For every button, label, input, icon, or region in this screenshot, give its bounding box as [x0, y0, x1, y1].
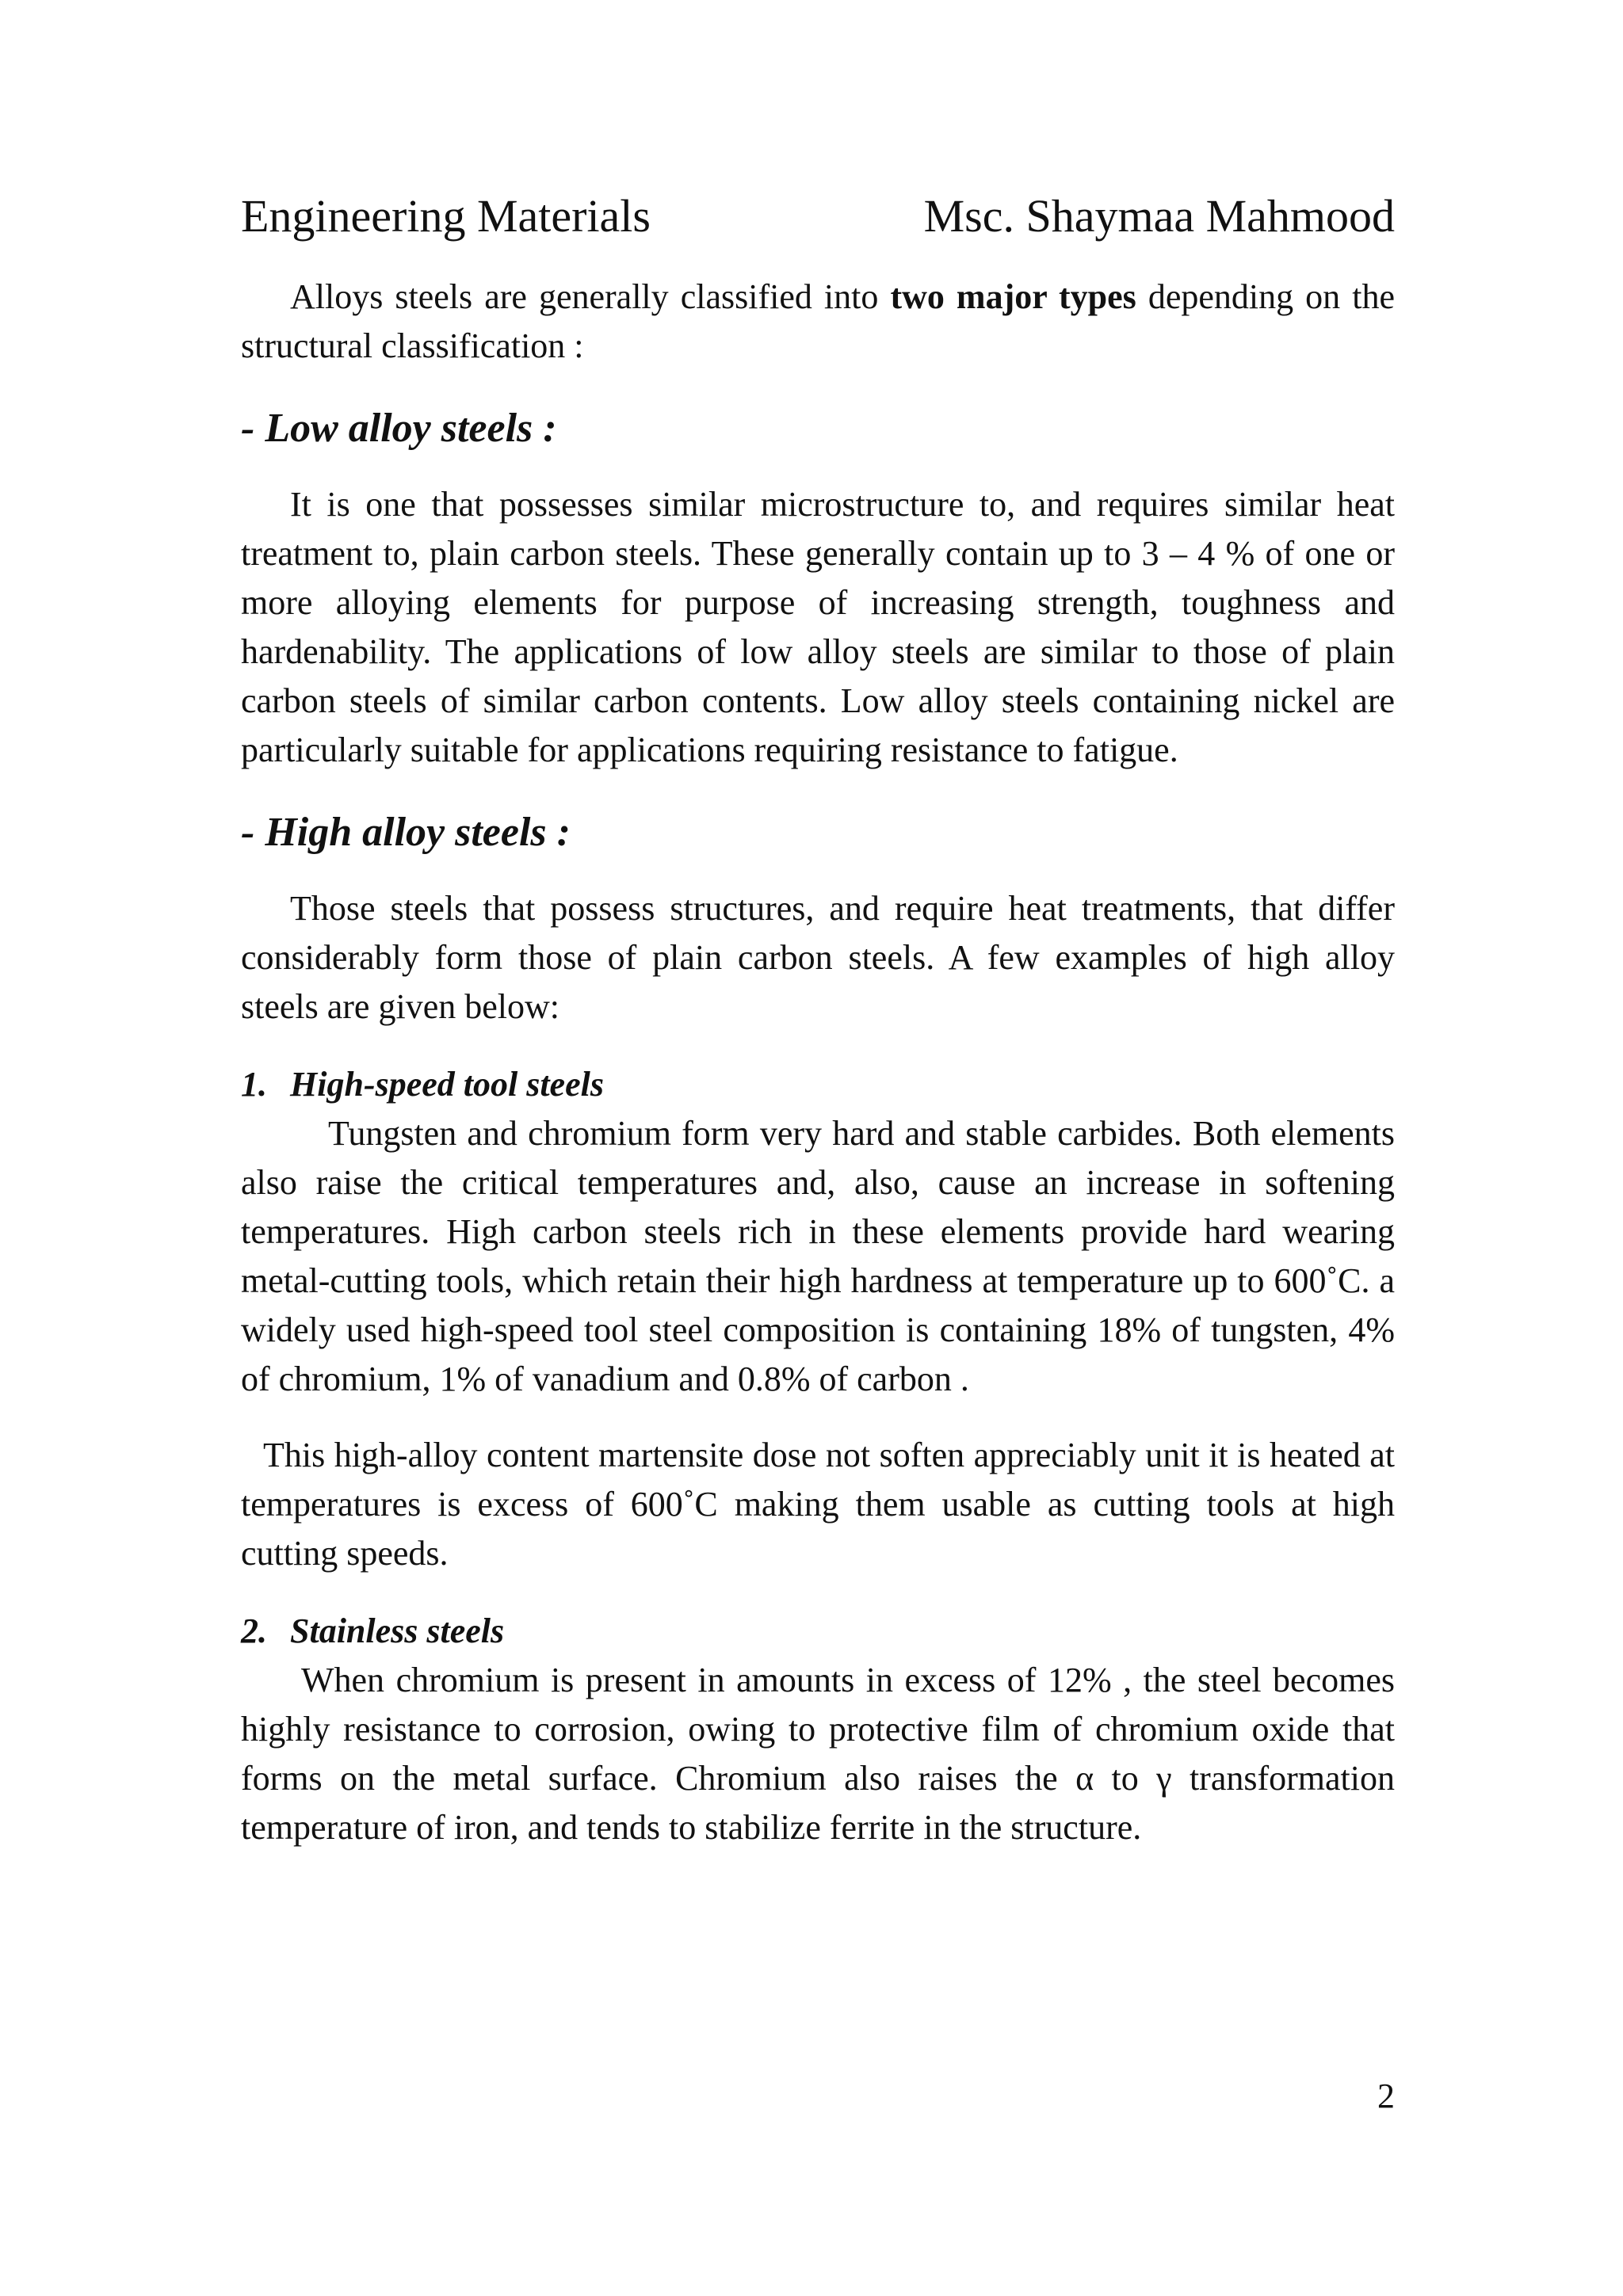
high-alloy-paragraph: Those steels that possess structures, and require heat treatments, that differ considerably form those of plain carbon steels. A few examples of high alloy steels are given below: [241, 889, 1395, 1027]
course-title: Engineering Materials [241, 190, 651, 242]
document-page [241, 189, 1395, 1852]
page-header [241, 189, 1395, 244]
intro-emphasis: two major types [890, 277, 1136, 316]
item1-heading [241, 1060, 1395, 1109]
item1-paragraph: Tungsten and chromium form very hard and stable carbides. Both elements also raise the critical temperatures and, also, cause an increase in softening temperatures. High carbon steels rich in these elements provide hard wearing metal-cutting tools, which retain their high hardness at temperature up to 600˚C. a widely used high-speed tool steel composition is containing 18% of tungsten, 4% of chromium, 1% of vanadium and 0.8% of carbon . [241, 1114, 1395, 1399]
item1-number: 1. [241, 1065, 267, 1104]
author-name: Msc. Shaymaa Mahmood [923, 190, 1395, 242]
intro-paragraph: Alloys steels are generally classified into two major types depending on the structural classification : [241, 277, 1395, 365]
item2-number: 2. [241, 1611, 267, 1651]
item1-paragraph-2: This high-alloy content martensite dose not soften appreciably unit it is heated at temperatures is excess of 600˚C making them usable as cutting tools at high cutting speeds. [241, 1436, 1395, 1573]
high-alloy-heading: - High alloy steels : [241, 809, 571, 855]
page-number: 2 [1377, 2077, 1395, 2115]
item2-paragraph: When chromium is present in amounts in excess of 12% , the steel becomes highly resistance to corrosion, owing to protective film of chromium oxide that forms on the metal surface. Chromium also raises the α to γ transformation temperature of iron, and tends to stabilize ferrite in the structure. [241, 1661, 1395, 1848]
item2-title: Stainless steels [290, 1611, 505, 1651]
low-alloy-heading: - Low alloy steels : [241, 405, 557, 451]
item1-title: High-speed tool steels [290, 1065, 604, 1104]
item2-heading [241, 1607, 1395, 1656]
low-alloy-paragraph: It is one that possesses similar microstructure to, and requires similar heat treatment to, plain carbon steels. These generally contain up to 3 – 4 % of one or more alloying elements for purpose of increasing strength, toughness and hardenability. The applications of low alloy steels are similar to those of plain carbon steels of similar carbon contents. Low alloy steels containing nickel are particularly suitable for applications requiring resistance to fatigue. [241, 484, 1395, 769]
